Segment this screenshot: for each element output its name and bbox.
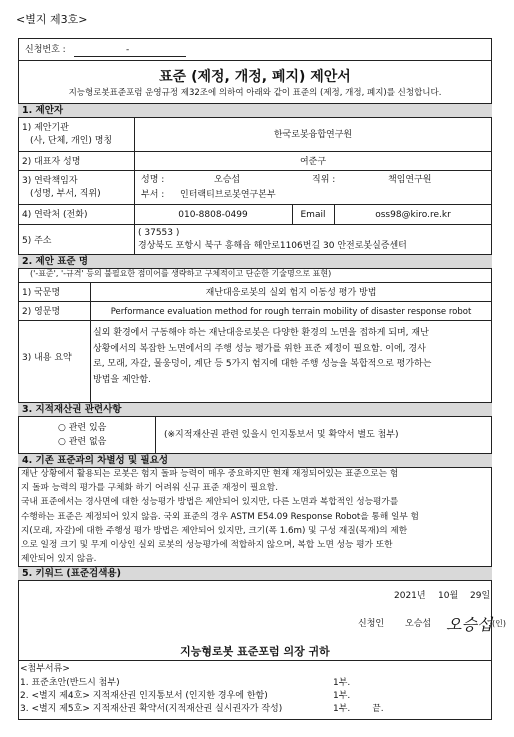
rep-label: 2) 대표자 성명 [22,157,81,167]
position-label: 직위 : [312,175,336,185]
summary-line: 실외 환경에서 구동해야 하는 재난대응로봇은 다양한 환경의 노면을 접하게 되며, 재난 [93,328,429,338]
attachment-item: 2. <별지 제4호> 지적재산권 인지통보서 (인지한 경우에 한함) [20,691,268,701]
eng-name-label: 2) 영문명 [22,307,61,317]
divider [18,660,492,661]
dept-label: 부서 : [141,190,165,200]
attachment-item: 3. <별지 제5호> 지적재산권 확약서(지적재산권 실시권자가 작성) [20,704,283,714]
kor-name-value[interactable]: 재난대응로봇의 실외 험지 이동성 평가 방법 [205,288,377,298]
summary-line: 방법을 제안함. [93,374,151,385]
section-proposer: 1. 제안자 [18,103,492,118]
attachment-count: 1부. [333,678,351,688]
org-label-sub: (사, 단체, 개인) 명칭 [30,136,113,146]
standard-note: ('-표준', '-규격' 등의 불필요한 점미어를 생략하고 구체적이고 단순한 기술명으로 표현) [30,269,332,278]
divider [134,117,135,254]
date-month[interactable]: 10월 [438,591,459,601]
divider [18,224,492,225]
divider [334,204,335,224]
phone-value[interactable]: 010-8808-0499 [178,210,248,220]
attachments-header: <첨부서류> [20,664,70,674]
divider [155,416,156,453]
position-value[interactable]: 책임연구원 [388,175,432,185]
address-value[interactable]: 경상북도 포항시 북구 흥해읍 해안로1106번길 30 안전로봇실증센터 [138,241,407,251]
attachment-item: 1. 표준초안(반드시 첨부) [20,678,120,688]
address-zip[interactable]: ( 37553 ) [138,228,180,238]
applicant-name[interactable]: 오승섭 [405,619,432,629]
ip-note: (※지적재산권 관련 있을시 인지통보서 및 확약서 별도 첨부) [164,430,399,440]
section-background: 4. 기존 표준과의 차별성 및 필요성 [18,453,492,468]
name-value[interactable]: 오승섭 [214,175,241,185]
section-ip: 3. 지적재산권 관련사항 [18,402,492,417]
name-label: 성명 : [141,175,165,185]
apply-no-label: 신청번호 : [25,45,66,55]
dept-value[interactable]: 인터랙티브로봇연구본부 [180,190,276,200]
attachment-count: 1부. [333,704,351,714]
date-year[interactable]: 2021년 [394,591,426,601]
summary-text[interactable] [93,326,489,388]
email-value[interactable]: oss98@kiro.re.kr [375,210,451,220]
address-label: 5) 주소 [22,236,52,246]
background-line: 으로 일정 크기 및 무게 이상인 실외 로봇의 성능평가에 적합하지 않으며, 복합 노면 성능 평가 또한 [21,540,393,551]
divider [18,151,492,152]
background-line: 지(모래, 자갈)에 대한 주행성 평가 방법은 제안되어 있지만, 크기(폭 1.6m) 및 구성 재질(목재)의 제한 [21,525,408,536]
date-day[interactable]: 29일 [470,591,491,601]
background-line: 지 돌파 능력의 평가를 구체화 하기 어려워 신규 표준 재정이 필요함. [21,483,278,494]
ip-option-yes[interactable]: ○ 관련 있음 [58,423,107,433]
summary-line: 상황에서의 복잡한 노면에서의 주행 성능 평가를 위한 표준 제정이 필요함. 이에, 경사 [93,343,426,354]
form-number: <별지 제3호> [16,13,88,26]
rep-value[interactable]: 여준구 [299,157,327,167]
section-standard: 2. 제안 표준 명 [18,254,492,269]
contact-label-sub: (성명, 부서, 직위) [30,189,101,199]
background-line: 국내 표준에서는 경사면에 대한 성능평가 방법은 제안되어 있지만, 다른 노면과 복합적인 성능평가를 [21,497,399,508]
phone-label: 4) 연락처 (전화) [22,210,88,220]
divider [18,60,492,61]
divider [292,204,293,224]
section-keywords: 5. 키워드 (표준검색용) [18,566,492,581]
ip-option-no[interactable]: ○ 관련 없음 [58,437,107,447]
attachment-count: 1부. [333,691,351,701]
org-value[interactable]: 한국로봇융합연구원 [273,130,353,140]
divider [18,170,492,171]
email-label: Email [300,210,326,220]
kor-name-label: 1) 국문명 [22,288,61,298]
background-line: 제안되어 있지 않음. [21,554,97,565]
background-line: 재난 상황에서 활용되는 로봇은 험지 돌파 능력이 매우 중요하지만 현재 재정되어있는 표준으로는 험 [21,469,399,479]
summary-line: 로, 모래, 자갈, 물웅덩이, 계단 등 5가지 험지에 대한 주행 성능을 복합적으로 평가하는 [93,359,432,369]
contact-label: 3) 연락책임자 [22,176,78,186]
applicant-signature: 오승섭 [446,615,493,634]
apply-no-value[interactable]: - [126,45,130,55]
page-subtitle: 지능형로봇표준포럼 운영규정 제32조에 의하여 아래와 같이 표준의 (제정, 개정, 폐지)를 신청합니다. [68,88,442,98]
applicant-label: 신청인 [358,619,385,629]
background-text[interactable] [21,467,489,566]
seal-suffix: (인) [492,619,506,628]
divider [90,282,91,402]
recipient: 지능형로봇 표준포럼 의장 귀하 [180,645,330,658]
divider [18,204,492,205]
summary-label: 3) 내용 요약 [22,353,72,363]
attachment-end: 끝. [372,704,384,714]
org-label: 1) 제안기관 [22,123,69,133]
page-title: 표준 (제정, 개정, 폐지) 제안서 [159,69,351,85]
apply-no-underline [74,56,186,57]
eng-name-value[interactable]: Performance evaluation method for rough terrain mobility of disaster response robot [110,307,472,317]
background-line: 수행하는 표준은 제정되어 있지 않음. 국외 표준의 경우 ASTM E54.09 Response Robot을 통해 일부 험 [21,511,419,522]
